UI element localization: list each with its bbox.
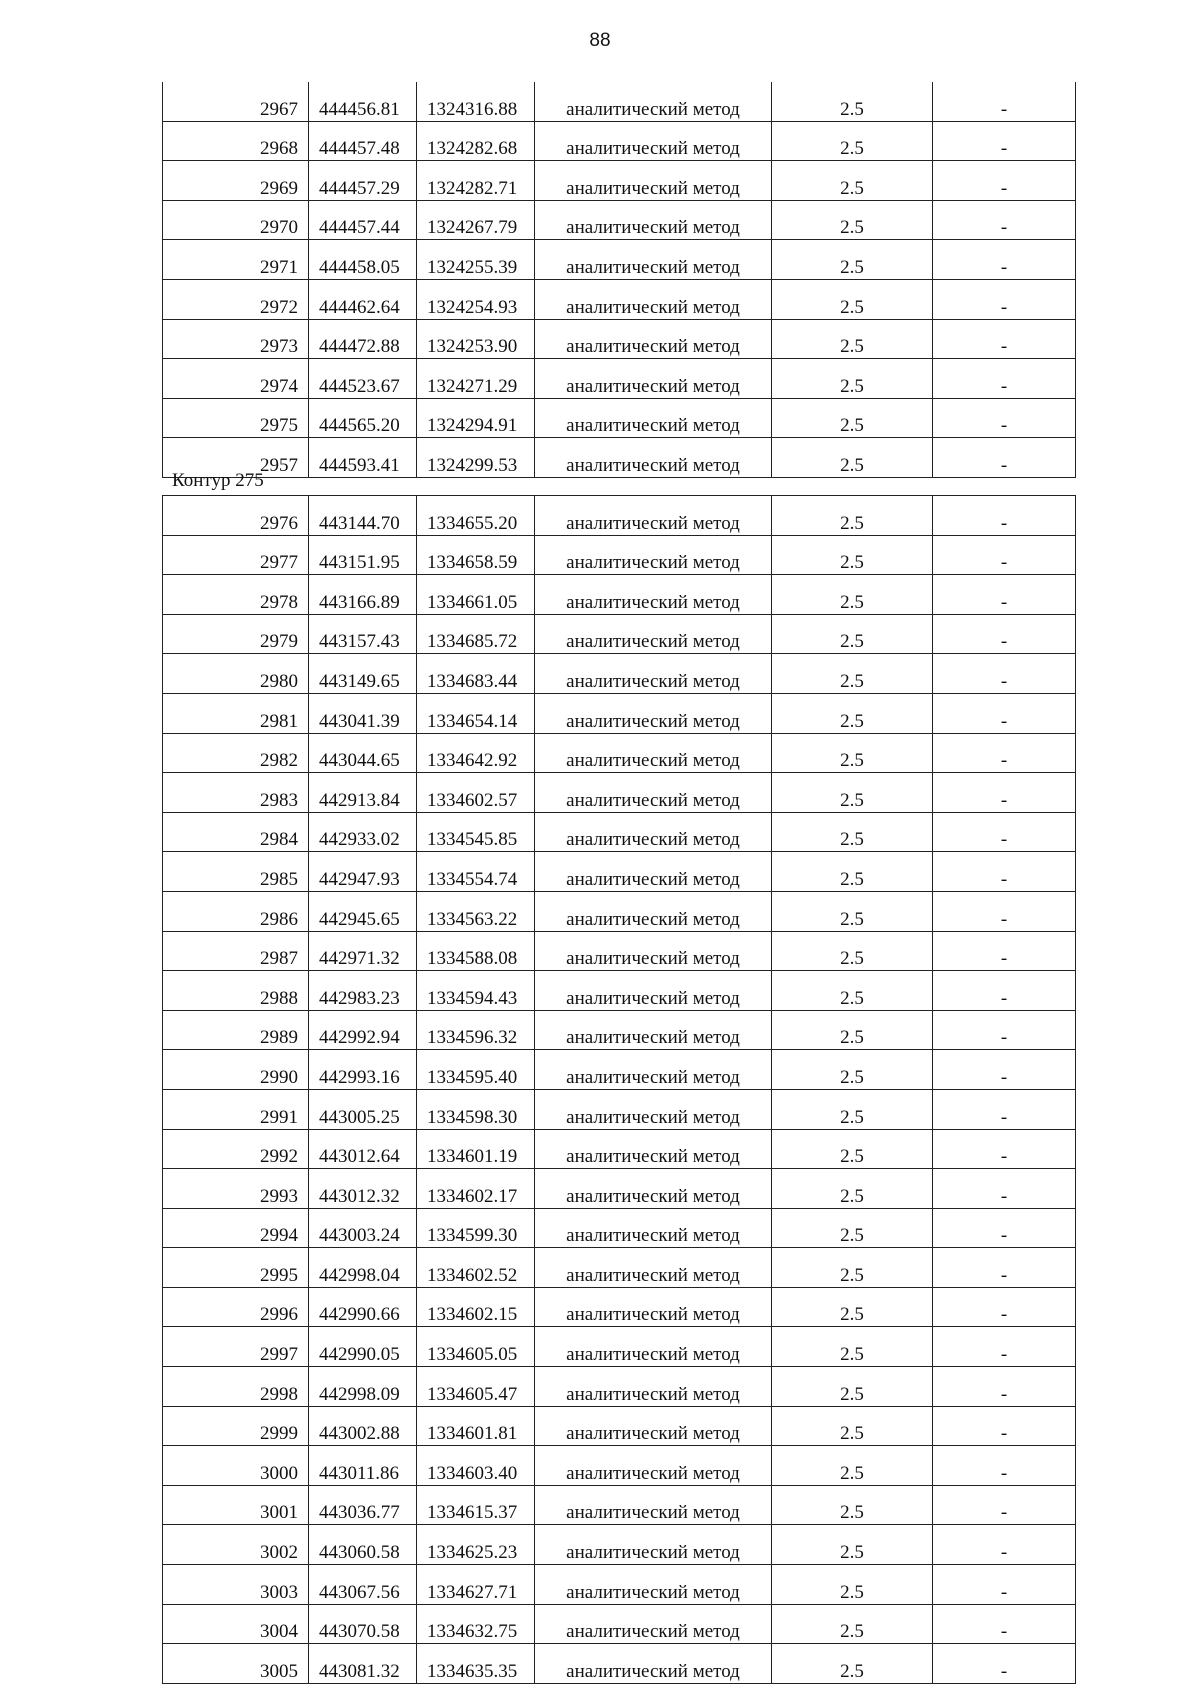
method-cell: аналитический метод bbox=[535, 1485, 772, 1525]
method-cell: аналитический метод bbox=[535, 1129, 772, 1169]
note-cell: - bbox=[933, 1129, 1076, 1169]
y-coordinate-cell: 1334655.20 bbox=[417, 496, 535, 536]
note-cell: - bbox=[933, 931, 1076, 971]
x-coordinate-cell: 443002.88 bbox=[309, 1406, 417, 1446]
method-cell: аналитический метод bbox=[535, 1446, 772, 1486]
method-cell: аналитический метод bbox=[535, 438, 772, 478]
accuracy-cell: 2.5 bbox=[772, 359, 933, 399]
table-row bbox=[163, 931, 1076, 971]
x-coordinate-cell: 442947.93 bbox=[309, 852, 417, 892]
point-number-cell: 2995 bbox=[163, 1248, 309, 1288]
note-cell: - bbox=[933, 82, 1076, 121]
note-cell: - bbox=[933, 733, 1076, 773]
accuracy-cell: 2.5 bbox=[772, 1367, 933, 1407]
note-cell: - bbox=[933, 812, 1076, 852]
method-cell: аналитический метод bbox=[535, 319, 772, 359]
point-number-cell: 2981 bbox=[163, 693, 309, 733]
accuracy-cell: 2.5 bbox=[772, 891, 933, 931]
point-number-cell: 2975 bbox=[163, 398, 309, 438]
note-cell: - bbox=[933, 1485, 1076, 1525]
note-cell: - bbox=[933, 161, 1076, 201]
note-cell: - bbox=[933, 1208, 1076, 1248]
point-number-cell: 2980 bbox=[163, 654, 309, 694]
accuracy-cell: 2.5 bbox=[772, 1446, 933, 1486]
accuracy-cell: 2.5 bbox=[772, 161, 933, 201]
point-number-cell: 2989 bbox=[163, 1010, 309, 1050]
table-row bbox=[163, 693, 1076, 733]
note-cell: - bbox=[933, 575, 1076, 615]
accuracy-cell: 2.5 bbox=[772, 200, 933, 240]
y-coordinate-cell: 1324255.39 bbox=[417, 240, 535, 280]
accuracy-cell: 2.5 bbox=[772, 812, 933, 852]
table-row bbox=[163, 733, 1076, 773]
note-cell: - bbox=[933, 240, 1076, 280]
point-number-cell: 2992 bbox=[163, 1129, 309, 1169]
x-coordinate-cell: 442913.84 bbox=[309, 773, 417, 813]
table-row bbox=[163, 852, 1076, 892]
point-number-cell: 2971 bbox=[163, 240, 309, 280]
note-cell: - bbox=[933, 496, 1076, 536]
table-row bbox=[163, 654, 1076, 694]
table-row bbox=[163, 398, 1076, 438]
point-number-cell: 2983 bbox=[163, 773, 309, 813]
table-row bbox=[163, 971, 1076, 1011]
point-number-cell: 2993 bbox=[163, 1169, 309, 1209]
x-coordinate-cell: 443144.70 bbox=[309, 496, 417, 536]
method-cell: аналитический метод bbox=[535, 359, 772, 399]
table-row bbox=[163, 161, 1076, 201]
accuracy-cell: 2.5 bbox=[772, 614, 933, 654]
method-cell: аналитический метод bbox=[535, 773, 772, 813]
accuracy-cell: 2.5 bbox=[772, 438, 933, 478]
note-cell: - bbox=[933, 535, 1076, 575]
method-cell: аналитический метод bbox=[535, 891, 772, 931]
method-cell: аналитический метод bbox=[535, 1169, 772, 1209]
table-row bbox=[163, 1446, 1076, 1486]
y-coordinate-cell: 1334685.72 bbox=[417, 614, 535, 654]
note-cell: - bbox=[933, 891, 1076, 931]
point-number-cell: 2998 bbox=[163, 1367, 309, 1407]
note-cell: - bbox=[933, 1089, 1076, 1129]
accuracy-cell: 2.5 bbox=[772, 82, 933, 121]
table-row bbox=[163, 1248, 1076, 1288]
table-row bbox=[163, 1208, 1076, 1248]
method-cell: аналитический метод bbox=[535, 931, 772, 971]
point-number-cell: 2974 bbox=[163, 359, 309, 399]
y-coordinate-cell: 1324282.68 bbox=[417, 121, 535, 161]
table-row bbox=[163, 279, 1076, 319]
x-coordinate-cell: 443003.24 bbox=[309, 1208, 417, 1248]
point-number-cell: 2957 bbox=[163, 438, 309, 478]
point-number-cell: 3001 bbox=[163, 1485, 309, 1525]
method-cell: аналитический метод bbox=[535, 1208, 772, 1248]
method-cell: аналитический метод bbox=[535, 733, 772, 773]
y-coordinate-cell: 1334601.81 bbox=[417, 1406, 535, 1446]
y-coordinate-cell: 1334635.35 bbox=[417, 1644, 535, 1684]
accuracy-cell: 2.5 bbox=[772, 1604, 933, 1644]
method-cell: аналитический метод bbox=[535, 279, 772, 319]
accuracy-cell: 2.5 bbox=[772, 496, 933, 536]
method-cell: аналитический метод bbox=[535, 1604, 772, 1644]
x-coordinate-cell: 442971.32 bbox=[309, 931, 417, 971]
point-number-cell: 2996 bbox=[163, 1287, 309, 1327]
y-coordinate-cell: 1324271.29 bbox=[417, 359, 535, 399]
method-cell: аналитический метод bbox=[535, 971, 772, 1011]
table-row bbox=[163, 1287, 1076, 1327]
note-cell: - bbox=[933, 121, 1076, 161]
point-number-cell: 2990 bbox=[163, 1050, 309, 1090]
point-number-cell: 2973 bbox=[163, 319, 309, 359]
y-coordinate-cell: 1334602.57 bbox=[417, 773, 535, 813]
contour-heading: Контур 275 bbox=[172, 470, 264, 491]
table-row bbox=[163, 1485, 1076, 1525]
table-row bbox=[163, 1644, 1076, 1684]
y-coordinate-cell: 1334594.43 bbox=[417, 971, 535, 1011]
point-number-cell: 2991 bbox=[163, 1089, 309, 1129]
y-coordinate-cell: 1334632.75 bbox=[417, 1604, 535, 1644]
x-coordinate-cell: 442945.65 bbox=[309, 891, 417, 931]
x-coordinate-cell: 443036.77 bbox=[309, 1485, 417, 1525]
y-coordinate-cell: 1324316.88 bbox=[417, 82, 535, 121]
y-coordinate-cell: 1334625.23 bbox=[417, 1525, 535, 1565]
table-row bbox=[163, 1169, 1076, 1209]
table-row bbox=[163, 359, 1076, 399]
x-coordinate-cell: 442983.23 bbox=[309, 971, 417, 1011]
accuracy-cell: 2.5 bbox=[772, 575, 933, 615]
note-cell: - bbox=[933, 1604, 1076, 1644]
method-cell: аналитический метод bbox=[535, 1644, 772, 1684]
y-coordinate-cell: 1334602.17 bbox=[417, 1169, 535, 1209]
x-coordinate-cell: 443005.25 bbox=[309, 1089, 417, 1129]
method-cell: аналитический метод bbox=[535, 1287, 772, 1327]
point-number-cell: 2988 bbox=[163, 971, 309, 1011]
note-cell: - bbox=[933, 279, 1076, 319]
x-coordinate-cell: 443011.86 bbox=[309, 1446, 417, 1486]
y-coordinate-cell: 1334627.71 bbox=[417, 1565, 535, 1605]
note-cell: - bbox=[933, 1050, 1076, 1090]
x-coordinate-cell: 443060.58 bbox=[309, 1525, 417, 1565]
point-number-cell: 3005 bbox=[163, 1644, 309, 1684]
accuracy-cell: 2.5 bbox=[772, 852, 933, 892]
y-coordinate-cell: 1334602.52 bbox=[417, 1248, 535, 1288]
y-coordinate-cell: 1334605.47 bbox=[417, 1367, 535, 1407]
point-number-cell: 3002 bbox=[163, 1525, 309, 1565]
x-coordinate-cell: 444472.88 bbox=[309, 319, 417, 359]
y-coordinate-cell: 1334588.08 bbox=[417, 931, 535, 971]
x-coordinate-cell: 442998.04 bbox=[309, 1248, 417, 1288]
x-coordinate-cell: 443012.64 bbox=[309, 1129, 417, 1169]
x-coordinate-cell: 444457.44 bbox=[309, 200, 417, 240]
accuracy-cell: 2.5 bbox=[772, 1406, 933, 1446]
accuracy-cell: 2.5 bbox=[772, 1169, 933, 1209]
point-number-cell: 2994 bbox=[163, 1208, 309, 1248]
accuracy-cell: 2.5 bbox=[772, 319, 933, 359]
accuracy-cell: 2.5 bbox=[772, 1644, 933, 1684]
point-number-cell: 2972 bbox=[163, 279, 309, 319]
y-coordinate-cell: 1334661.05 bbox=[417, 575, 535, 615]
note-cell: - bbox=[933, 398, 1076, 438]
accuracy-cell: 2.5 bbox=[772, 1089, 933, 1129]
table-row bbox=[163, 1327, 1076, 1367]
note-cell: - bbox=[933, 1169, 1076, 1209]
table-row bbox=[163, 1525, 1076, 1565]
x-coordinate-cell: 444462.64 bbox=[309, 279, 417, 319]
table-row bbox=[163, 1604, 1076, 1644]
x-coordinate-cell: 444565.20 bbox=[309, 398, 417, 438]
method-cell: аналитический метод bbox=[535, 1327, 772, 1367]
y-coordinate-cell: 1324267.79 bbox=[417, 200, 535, 240]
method-cell: аналитический метод bbox=[535, 575, 772, 615]
x-coordinate-cell: 443149.65 bbox=[309, 654, 417, 694]
y-coordinate-cell: 1334605.05 bbox=[417, 1327, 535, 1367]
x-coordinate-cell: 443151.95 bbox=[309, 535, 417, 575]
table-row bbox=[163, 575, 1076, 615]
accuracy-cell: 2.5 bbox=[772, 1287, 933, 1327]
point-number-cell: 2982 bbox=[163, 733, 309, 773]
note-cell: - bbox=[933, 654, 1076, 694]
y-coordinate-cell: 1334598.30 bbox=[417, 1089, 535, 1129]
y-coordinate-cell: 1334545.85 bbox=[417, 812, 535, 852]
y-coordinate-cell: 1334654.14 bbox=[417, 693, 535, 733]
coordinates-table-contour-275 bbox=[162, 495, 1076, 1684]
point-number-cell: 3004 bbox=[163, 1604, 309, 1644]
method-cell: аналитический метод bbox=[535, 1406, 772, 1446]
accuracy-cell: 2.5 bbox=[772, 1485, 933, 1525]
y-coordinate-cell: 1334596.32 bbox=[417, 1010, 535, 1050]
x-coordinate-cell: 442990.05 bbox=[309, 1327, 417, 1367]
point-number-cell: 2968 bbox=[163, 121, 309, 161]
y-coordinate-cell: 1324254.93 bbox=[417, 279, 535, 319]
point-number-cell: 2984 bbox=[163, 812, 309, 852]
y-coordinate-cell: 1334615.37 bbox=[417, 1485, 535, 1525]
accuracy-cell: 2.5 bbox=[772, 1129, 933, 1169]
note-cell: - bbox=[933, 1327, 1076, 1367]
x-coordinate-cell: 442933.02 bbox=[309, 812, 417, 852]
method-cell: аналитический метод bbox=[535, 1050, 772, 1090]
point-number-cell: 3000 bbox=[163, 1446, 309, 1486]
table-row bbox=[163, 1565, 1076, 1605]
x-coordinate-cell: 443044.65 bbox=[309, 733, 417, 773]
method-cell: аналитический метод bbox=[535, 654, 772, 694]
note-cell: - bbox=[933, 1287, 1076, 1327]
note-cell: - bbox=[933, 971, 1076, 1011]
table-row bbox=[163, 1010, 1076, 1050]
method-cell: аналитический метод bbox=[535, 398, 772, 438]
x-coordinate-cell: 442990.66 bbox=[309, 1287, 417, 1327]
accuracy-cell: 2.5 bbox=[772, 1327, 933, 1367]
x-coordinate-cell: 444457.48 bbox=[309, 121, 417, 161]
x-coordinate-cell: 443081.32 bbox=[309, 1644, 417, 1684]
method-cell: аналитический метод bbox=[535, 161, 772, 201]
x-coordinate-cell: 444457.29 bbox=[309, 161, 417, 201]
accuracy-cell: 2.5 bbox=[772, 1208, 933, 1248]
accuracy-cell: 2.5 bbox=[772, 693, 933, 733]
accuracy-cell: 2.5 bbox=[772, 1010, 933, 1050]
note-cell: - bbox=[933, 1525, 1076, 1565]
y-coordinate-cell: 1334563.22 bbox=[417, 891, 535, 931]
x-coordinate-cell: 442998.09 bbox=[309, 1367, 417, 1407]
note-cell: - bbox=[933, 1446, 1076, 1486]
x-coordinate-cell: 443070.58 bbox=[309, 1604, 417, 1644]
point-number-cell: 2978 bbox=[163, 575, 309, 615]
method-cell: аналитический метод bbox=[535, 614, 772, 654]
note-cell: - bbox=[933, 200, 1076, 240]
y-coordinate-cell: 1334595.40 bbox=[417, 1050, 535, 1090]
y-coordinate-cell: 1324299.53 bbox=[417, 438, 535, 478]
table-row bbox=[163, 1129, 1076, 1169]
point-number-cell: 2985 bbox=[163, 852, 309, 892]
method-cell: аналитический метод bbox=[535, 1367, 772, 1407]
point-number-cell: 2977 bbox=[163, 535, 309, 575]
page-number: 88 bbox=[589, 30, 611, 51]
x-coordinate-cell: 444593.41 bbox=[309, 438, 417, 478]
method-cell: аналитический метод bbox=[535, 1565, 772, 1605]
accuracy-cell: 2.5 bbox=[772, 279, 933, 319]
accuracy-cell: 2.5 bbox=[772, 121, 933, 161]
accuracy-cell: 2.5 bbox=[772, 733, 933, 773]
accuracy-cell: 2.5 bbox=[772, 1248, 933, 1288]
x-coordinate-cell: 444523.67 bbox=[309, 359, 417, 399]
point-number-cell: 2979 bbox=[163, 614, 309, 654]
point-number-cell: 2987 bbox=[163, 931, 309, 971]
note-cell: - bbox=[933, 359, 1076, 399]
x-coordinate-cell: 443157.43 bbox=[309, 614, 417, 654]
accuracy-cell: 2.5 bbox=[772, 1525, 933, 1565]
note-cell: - bbox=[933, 319, 1076, 359]
y-coordinate-cell: 1334642.92 bbox=[417, 733, 535, 773]
point-number-cell: 2970 bbox=[163, 200, 309, 240]
point-number-cell: 2997 bbox=[163, 1327, 309, 1367]
table-row bbox=[163, 1050, 1076, 1090]
method-cell: аналитический метод bbox=[535, 82, 772, 121]
y-coordinate-cell: 1324282.71 bbox=[417, 161, 535, 201]
x-coordinate-cell: 444458.05 bbox=[309, 240, 417, 280]
table-row bbox=[163, 891, 1076, 931]
note-cell: - bbox=[933, 438, 1076, 478]
method-cell: аналитический метод bbox=[535, 693, 772, 733]
y-coordinate-cell: 1334554.74 bbox=[417, 852, 535, 892]
table-row bbox=[163, 496, 1076, 536]
method-cell: аналитический метод bbox=[535, 240, 772, 280]
accuracy-cell: 2.5 bbox=[772, 398, 933, 438]
x-coordinate-cell: 443166.89 bbox=[309, 575, 417, 615]
table-row bbox=[163, 535, 1076, 575]
point-number-cell: 2967 bbox=[163, 82, 309, 121]
y-coordinate-cell: 1334603.40 bbox=[417, 1446, 535, 1486]
y-coordinate-cell: 1334601.19 bbox=[417, 1129, 535, 1169]
table-row bbox=[163, 1367, 1076, 1407]
table-row bbox=[163, 319, 1076, 359]
method-cell: аналитический метод bbox=[535, 1525, 772, 1565]
note-cell: - bbox=[933, 773, 1076, 813]
method-cell: аналитический метод bbox=[535, 200, 772, 240]
x-coordinate-cell: 443041.39 bbox=[309, 693, 417, 733]
point-number-cell: 2986 bbox=[163, 891, 309, 931]
x-coordinate-cell: 443012.32 bbox=[309, 1169, 417, 1209]
accuracy-cell: 2.5 bbox=[772, 1050, 933, 1090]
point-number-cell: 3003 bbox=[163, 1565, 309, 1605]
table-row bbox=[163, 614, 1076, 654]
table-row bbox=[163, 1406, 1076, 1446]
y-coordinate-cell: 1324253.90 bbox=[417, 319, 535, 359]
y-coordinate-cell: 1324294.91 bbox=[417, 398, 535, 438]
accuracy-cell: 2.5 bbox=[772, 971, 933, 1011]
note-cell: - bbox=[933, 1565, 1076, 1605]
table-row bbox=[163, 1089, 1076, 1129]
note-cell: - bbox=[933, 693, 1076, 733]
accuracy-cell: 2.5 bbox=[772, 535, 933, 575]
accuracy-cell: 2.5 bbox=[772, 1565, 933, 1605]
accuracy-cell: 2.5 bbox=[772, 240, 933, 280]
coordinates-table-continued bbox=[162, 82, 1076, 478]
accuracy-cell: 2.5 bbox=[772, 773, 933, 813]
x-coordinate-cell: 442992.94 bbox=[309, 1010, 417, 1050]
method-cell: аналитический метод bbox=[535, 121, 772, 161]
note-cell: - bbox=[933, 1367, 1076, 1407]
x-coordinate-cell: 442993.16 bbox=[309, 1050, 417, 1090]
note-cell: - bbox=[933, 614, 1076, 654]
method-cell: аналитический метод bbox=[535, 1089, 772, 1129]
y-coordinate-cell: 1334599.30 bbox=[417, 1208, 535, 1248]
table-row bbox=[163, 812, 1076, 852]
accuracy-cell: 2.5 bbox=[772, 654, 933, 694]
method-cell: аналитический метод bbox=[535, 852, 772, 892]
x-coordinate-cell: 443067.56 bbox=[309, 1565, 417, 1605]
note-cell: - bbox=[933, 852, 1076, 892]
table-row bbox=[163, 121, 1076, 161]
note-cell: - bbox=[933, 1010, 1076, 1050]
y-coordinate-cell: 1334602.15 bbox=[417, 1287, 535, 1327]
y-coordinate-cell: 1334658.59 bbox=[417, 535, 535, 575]
method-cell: аналитический метод bbox=[535, 812, 772, 852]
table-row bbox=[163, 773, 1076, 813]
point-number-cell: 2969 bbox=[163, 161, 309, 201]
y-coordinate-cell: 1334683.44 bbox=[417, 654, 535, 694]
method-cell: аналитический метод bbox=[535, 496, 772, 536]
accuracy-cell: 2.5 bbox=[772, 931, 933, 971]
method-cell: аналитический метод bbox=[535, 1248, 772, 1288]
method-cell: аналитический метод bbox=[535, 535, 772, 575]
point-number-cell: 2976 bbox=[163, 496, 309, 536]
table-row bbox=[163, 82, 1076, 121]
table-row bbox=[163, 438, 1076, 478]
method-cell: аналитический метод bbox=[535, 1010, 772, 1050]
x-coordinate-cell: 444456.81 bbox=[309, 82, 417, 121]
table-row bbox=[163, 240, 1076, 280]
table-row bbox=[163, 200, 1076, 240]
note-cell: - bbox=[933, 1406, 1076, 1446]
note-cell: - bbox=[933, 1644, 1076, 1684]
point-number-cell: 2999 bbox=[163, 1406, 309, 1446]
note-cell: - bbox=[933, 1248, 1076, 1288]
